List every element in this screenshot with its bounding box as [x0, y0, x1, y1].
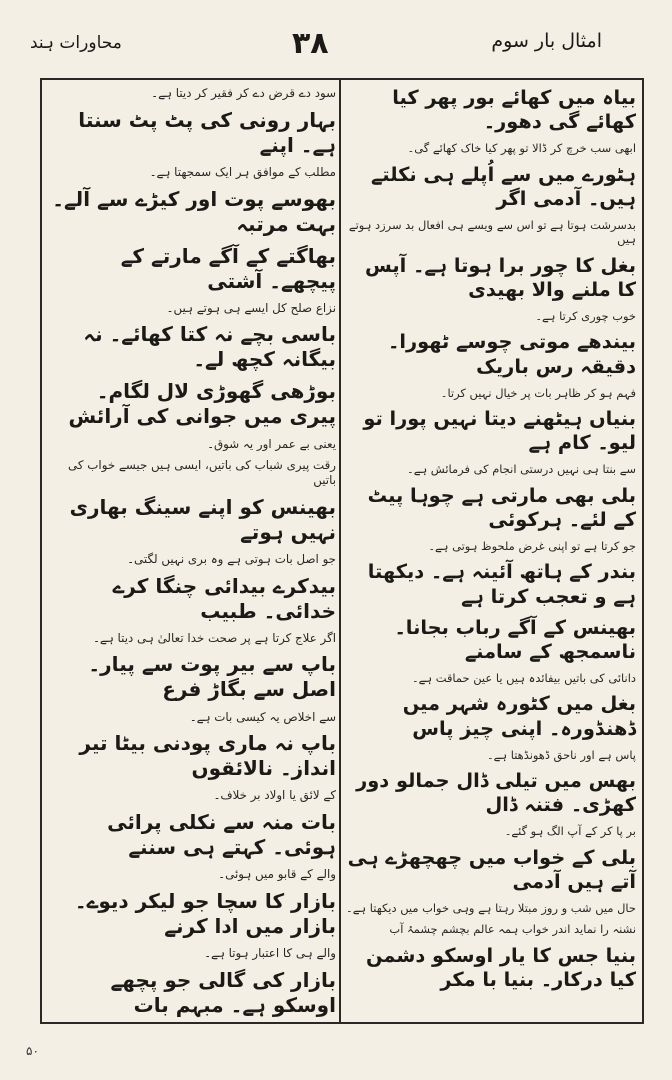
explanation-line: والے کے قابو میں ہوئی۔	[218, 867, 336, 882]
proverb-line: بنیا جس کا یار اوسکو دشمن کیا درکار۔ بنیا با مکر	[365, 943, 636, 991]
proverb-line: بھاگتے کے آگے مارتے کے پیچھے۔ آشتی	[120, 243, 336, 293]
running-title-left: محاورات ہند	[30, 33, 122, 53]
page-footer	[0, 1030, 672, 1070]
proverb-line: باپ نہ ماری پودنی بیٹا تیر انداز۔ نالائقوں	[79, 731, 336, 781]
left-column	[48, 86, 336, 1022]
proverb-line: باسی بچے نہ کتا کھائے۔ نہ بیگانہ کچھ لے۔	[83, 322, 336, 372]
proverb-line: بوڑھی گھوڑی لال لگام۔ پیری میں جوانی کی آرائش	[68, 379, 336, 429]
explanation-line: سے اخلاص یہ کیسی بات ہے۔	[189, 709, 336, 724]
explanation-line: بدسرشت ہوتا ہے تو اس سے ویسے ہی افعال بد سرزد ہوتے ہیں	[348, 218, 636, 247]
explanation-line: اگر علاج کرتا ہے پر صحت خدا تعالیٰ ہی دیتا ہے۔	[92, 630, 336, 645]
proverb-line: بات منہ سے نکلی پرائی ہوئی۔ کہتے ہی سننے	[107, 810, 336, 860]
page-header	[0, 18, 672, 78]
proverb-line: بھوسے پوت اور کیڑے سے آلے۔ بہت مرتبہ	[52, 186, 336, 236]
proverb-line: بھس میں تیلی ڈال جمالو دور کھڑی۔ فتنہ ڈال	[356, 769, 636, 817]
proverb-line: بنیاں ہیٹھنے دیتا نہیں پورا تو لیو۔ کام ہے	[363, 406, 636, 455]
proverb-line: بیندھے موتی چوسے ٹھورا۔ دقیقہ رس باریک	[387, 330, 636, 378]
explanation-line: حال میں شب و روز مبتلا رہتا ہے وہی خواب میں دیکھتا ہے۔	[346, 901, 636, 916]
explanation-line: دانائی کی باتیں بیفائدہ ہیں یا عین حماقت ہے۔	[411, 671, 636, 686]
proverb-line: بہار رونی کی پٹ پٹ سنتا ہے۔ اپنے	[78, 107, 336, 157]
explanation-line: کے لائق یا اولاد بر خلاف۔	[213, 788, 336, 803]
proverb-line: بازار کی گالی جو پچھے اوسکو ہے۔ مبہم بات	[110, 967, 336, 1017]
explanation-line: بر پا کر کے آپ الگ ہو گئے۔	[504, 824, 636, 839]
proverb-line: بیدکرے بیدائی چنگا کرے خدائی۔ طبیب	[112, 573, 336, 623]
explanation-line: نشنہ را نماید اندر خواب ہمہ عالم بچشم چشمۂ آب	[389, 922, 636, 937]
proverb-line: بغل کا چور برا ہوتا ہے۔ آپس کا ملنے والا بھیدی	[365, 253, 636, 301]
explanation-line: یعنی بے عمر اور یہ شوق۔	[207, 436, 336, 451]
proverb-line: بغل میں کٹورہ شہر میں ڈھنڈورہ۔ اپنی چیز پاس	[402, 692, 636, 740]
explanation-line: جو کرتا ہے تو اپنی غرض ملحوظ ہوتی ہے۔	[428, 539, 636, 554]
proverb-line: بھینس کے آگے رباب بجانا۔ ناسمجھ کے سامنے	[394, 615, 636, 663]
proverb-line: بندر کے ہاتھ آئینہ ہے۔ دیکھتا ہے و تعجب کرتا ہے	[367, 560, 636, 608]
proverb-line: باپ سے بیر پوت سے پیار۔ اصل سے بگاڑ فرع	[88, 652, 336, 702]
proverb-line: بھینس کو اپنے سینگ بھاری نہیں ہوتے	[69, 494, 336, 544]
text-frame	[40, 78, 644, 1024]
explanation-line: رقت پیری شباب کی باتیں، ایسی ہیں جیسے خواب کی باتیں	[68, 458, 336, 488]
explanation-line: نزاع صلح کل ایسے ہی ہوتے ہیں۔	[166, 300, 336, 315]
folio-mark: ۵۰	[26, 1044, 39, 1058]
explanation-line: والے ہی کا اعتبار ہوتا ہے۔	[204, 945, 336, 960]
explanation-line: سے بنتا ہی نہیں درستی انجام کی فرمائش ہے۔	[407, 462, 636, 477]
explanation-line: پاس ہے اور ناحق ڈھونڈھتا ہے۔	[486, 747, 636, 762]
explanation-line: ابھی سب خرچ کر ڈالا تو پھر کیا خاک کھائے گی۔	[407, 141, 636, 156]
explanation-line: خوب چوری کرتا ہے۔	[535, 309, 636, 324]
proverb-line: ہٹورے میں سے اُپلے ہی نکلتے ہیں۔ آدمی اگر	[370, 162, 636, 210]
proverb-line: بیاہ میں کھائے بور پھر کیا کھائے گی دھور۔	[392, 86, 636, 134]
explanation-line: مطلب کے موافق ہر ایک سمجھتا ہے۔	[149, 164, 336, 179]
right-column	[342, 86, 636, 1022]
proverb-line: بلی بھی مارتی ہے چوہا پیٹ کے لئے۔ ہرکوئی	[367, 483, 636, 531]
running-title-right: امثال بار سوم	[491, 30, 602, 52]
explanation-line: سود دے قرض دے کر فقیر کر دیتا ہے۔	[151, 86, 336, 100]
proverb-line: بازار کا سچا جو لیکر دیوے۔ بازار میں ادا کرنے	[74, 888, 336, 938]
page-number: ۳۸	[292, 26, 329, 61]
proverb-line: بلی کے خواب میں چھچھڑے ہی آتے ہیں آدمی	[347, 845, 636, 893]
column-divider	[339, 80, 341, 1022]
explanation-line: جو اصل بات ہوتی ہے وہ بری نہیں لگتی۔	[127, 551, 336, 566]
explanation-line: فہم ہو کر ظاہر بات پر خیال نہیں کرتا۔	[440, 385, 636, 400]
